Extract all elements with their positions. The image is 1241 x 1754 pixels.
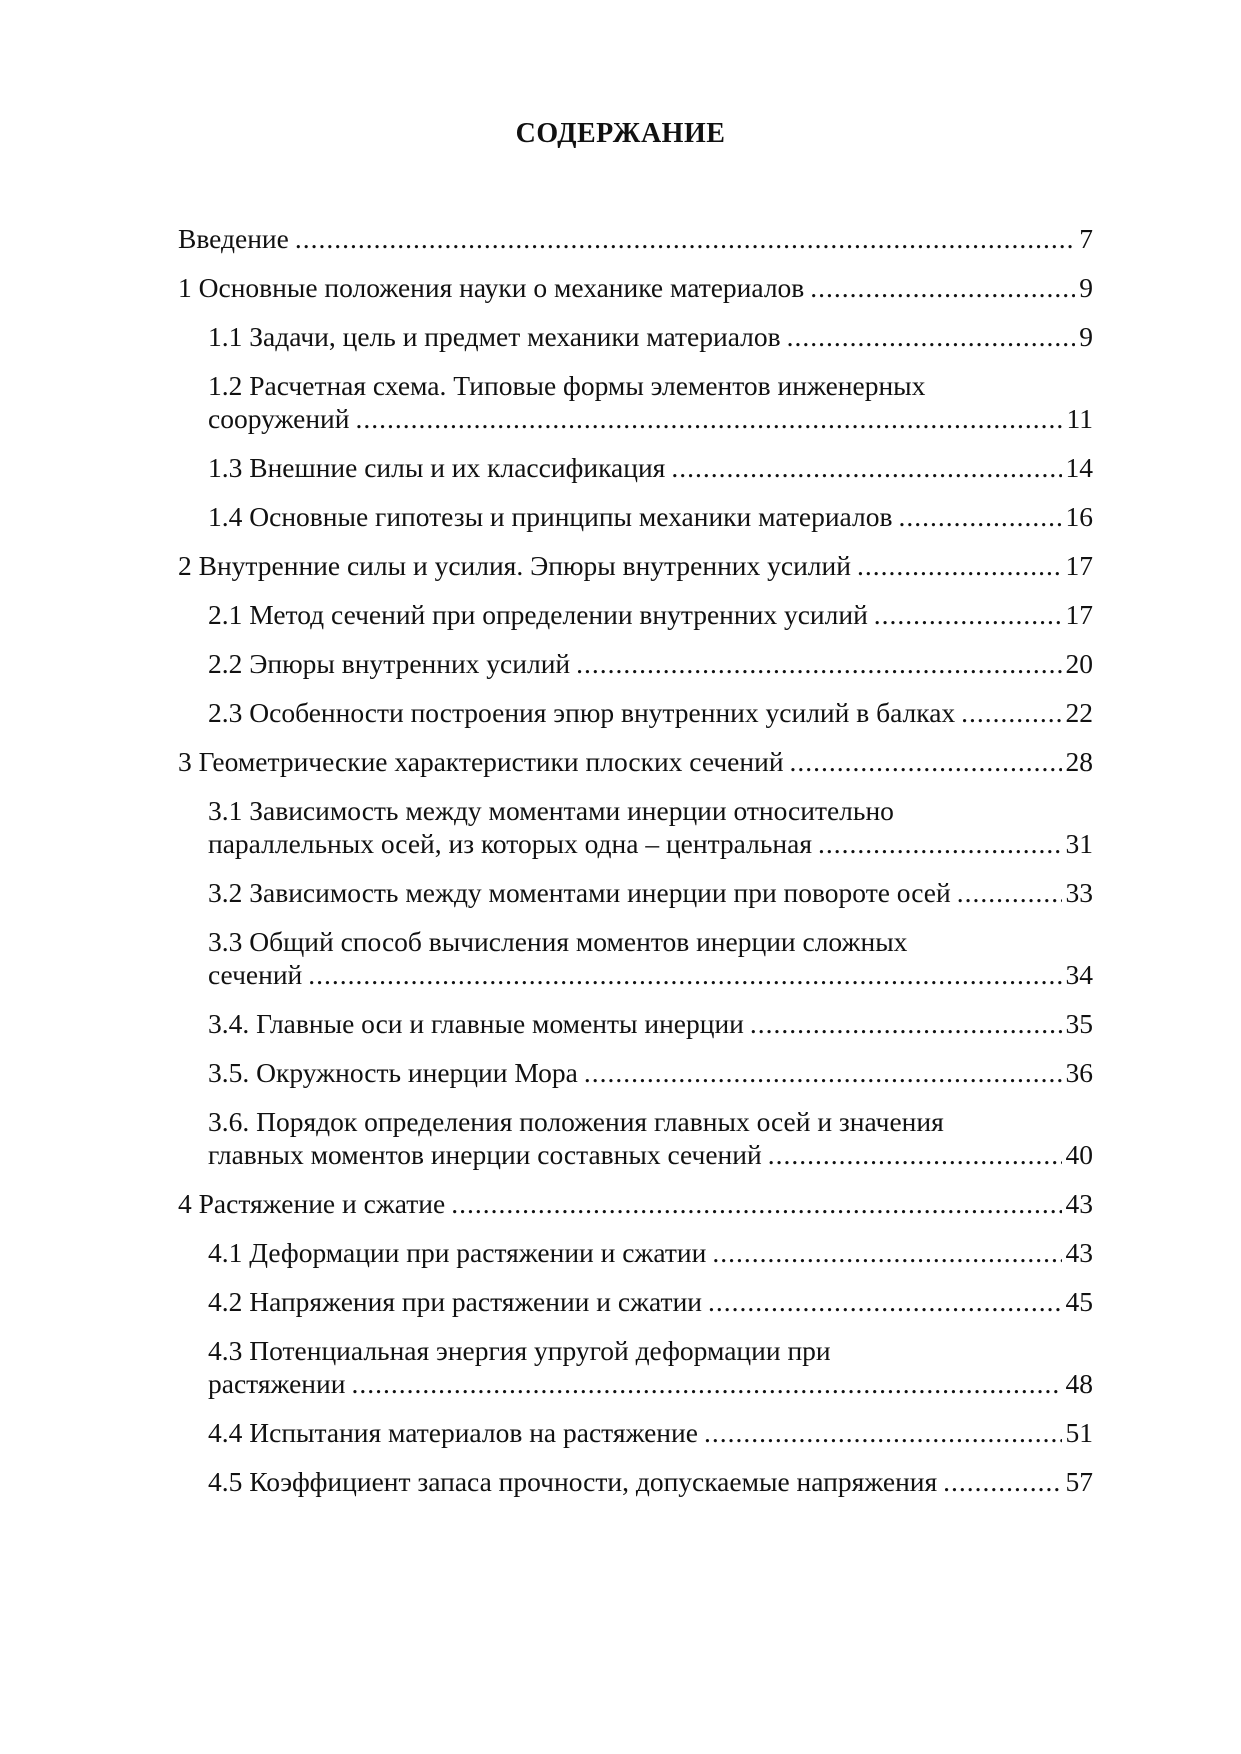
toc-page-number: 57 (1065, 1466, 1093, 1497)
toc-entry-title: растяжении (208, 1368, 346, 1399)
toc-page-number: 16 (1065, 501, 1093, 532)
toc-entry (208, 1416, 1093, 1449)
toc-entry (178, 549, 1093, 582)
dot-leader (857, 549, 1062, 582)
toc-entry (208, 647, 1093, 680)
dot-leader (704, 1416, 1062, 1449)
toc-entry-title: 2.2 Эпюры внутренних усилий (208, 648, 571, 679)
toc-entry (208, 696, 1093, 729)
toc-page-number: 36 (1065, 1057, 1093, 1088)
dot-leader (957, 876, 1062, 909)
toc-entry (208, 1285, 1093, 1318)
toc-page-number: 48 (1065, 1368, 1093, 1399)
dot-leader (708, 1285, 1061, 1318)
dot-leader (898, 500, 1061, 533)
toc-entry (208, 598, 1093, 631)
dot-leader (576, 647, 1061, 680)
toc-page-number: 35 (1065, 1008, 1093, 1039)
dot-leader (308, 958, 1061, 991)
toc-entry-title: сооружений (208, 403, 350, 434)
toc-entry-title: 4 Растяжение и сжатие (178, 1188, 446, 1219)
toc-entry-title: 2.3 Особенности построения эпюр внутренних усилий в балках (208, 697, 956, 728)
toc-page-number: 43 (1065, 1237, 1093, 1268)
dot-leader (671, 451, 1061, 484)
toc-entry-title-line: 3.1 Зависимость между моментами инерции относительно (208, 795, 894, 826)
toc-page-number: 14 (1065, 452, 1093, 483)
toc-page-number: 17 (1065, 550, 1093, 581)
toc-entry (208, 451, 1093, 484)
dot-leader (787, 320, 1076, 353)
toc-entry-title: 4.5 Коэффициент запаса прочности, допускаемые напряжения (208, 1466, 938, 1497)
dot-leader (818, 827, 1062, 860)
toc-entry-title: сечений (208, 959, 303, 990)
toc-page-number: 43 (1065, 1188, 1093, 1219)
toc-entry (208, 320, 1093, 353)
toc-entry (208, 925, 1093, 991)
toc-page-number: 20 (1065, 648, 1093, 679)
dot-leader (712, 1236, 1061, 1269)
toc-page-number: 22 (1065, 697, 1093, 728)
toc-page-number: 51 (1065, 1417, 1093, 1448)
dot-leader (874, 598, 1062, 631)
toc-entry-title: 1.4 Основные гипотезы и принципы механики материалов (208, 501, 893, 532)
toc-entry-title-line: 3.6. Порядок определения положения главных осей и значения (208, 1106, 944, 1137)
toc-entry (208, 1056, 1093, 1089)
dot-leader (943, 1465, 1061, 1498)
toc-entry (208, 876, 1093, 909)
toc-entry-title: 3.5. Окружность инерции Мора (208, 1057, 578, 1088)
dot-leader (584, 1056, 1062, 1089)
dot-leader (961, 696, 1061, 729)
dot-leader (295, 222, 1075, 255)
toc-page-number: 9 (1079, 272, 1093, 303)
toc-entry-title: 1.3 Внешние силы и их классификация (208, 452, 666, 483)
toc-page-number: 45 (1065, 1286, 1093, 1317)
dot-leader (351, 1367, 1061, 1400)
toc-entry-title: 1 Основные положения науки о механике материалов (178, 272, 805, 303)
toc-entry (208, 1236, 1093, 1269)
toc-entry-title: Введение (178, 223, 289, 254)
toc-entry-title: 4.2 Напряжения при растяжении и сжатии (208, 1286, 703, 1317)
toc-entry (178, 745, 1093, 778)
dot-leader (768, 1138, 1062, 1171)
toc-entry (208, 1465, 1093, 1498)
dot-leader (810, 271, 1075, 304)
toc-entry-title: параллельных осей, из которых одна – центральная (208, 828, 812, 859)
table-of-contents (178, 222, 1093, 1498)
toc-entry (178, 1187, 1093, 1220)
dot-leader (750, 1007, 1062, 1040)
toc-entry-title: 1.1 Задачи, цель и предмет механики материалов (208, 321, 781, 352)
toc-entry (178, 271, 1093, 304)
toc-page-number: 11 (1066, 403, 1093, 434)
dot-leader (790, 745, 1062, 778)
toc-entry-title-line: 3.3 Общий способ вычисления моментов инерции сложных (208, 926, 908, 957)
toc-entry (208, 1105, 1093, 1171)
dot-leader (355, 402, 1062, 435)
toc-entry (208, 1334, 1093, 1400)
toc-entry (208, 500, 1093, 533)
toc-entry-title: главных моментов инерции составных сечений (208, 1139, 762, 1170)
toc-page-number: 40 (1065, 1139, 1093, 1170)
toc-entry (208, 794, 1093, 860)
toc-entry-title: 4.4 Испытания материалов на растяжение (208, 1417, 698, 1448)
toc-entry-title-line: 1.2 Расчетная схема. Типовые формы элементов инженерных (208, 370, 926, 401)
dot-leader (451, 1187, 1061, 1220)
toc-entry (178, 222, 1093, 255)
toc-entry-title-line: 4.3 Потенциальная энергия упругой деформации при (208, 1335, 831, 1366)
toc-entry (208, 369, 1093, 435)
toc-page-number: 33 (1065, 877, 1093, 908)
toc-page-number: 31 (1065, 828, 1093, 859)
toc-entry-title: 3.2 Зависимость между моментами инерции при повороте осей (208, 877, 951, 908)
toc-entry (208, 1007, 1093, 1040)
toc-entry-title: 2 Внутренние силы и усилия. Эпюры внутренних усилий (178, 550, 851, 581)
toc-entry-title: 4.1 Деформации при растяжении и сжатии (208, 1237, 707, 1268)
toc-page-number: 28 (1065, 746, 1093, 777)
toc-entry-title: 3.4. Главные оси и главные моменты инерции (208, 1008, 744, 1039)
toc-page-number: 17 (1065, 599, 1093, 630)
toc-entry-title: 2.1 Метод сечений при определении внутренних усилий (208, 599, 868, 630)
toc-page-number: 7 (1079, 223, 1093, 254)
toc-page-number: 9 (1079, 321, 1093, 352)
toc-entry-title: 3 Геометрические характеристики плоских сечений (178, 746, 784, 777)
toc-heading: СОДЕРЖАНИЕ (515, 118, 726, 149)
toc-page-number: 34 (1065, 959, 1093, 990)
